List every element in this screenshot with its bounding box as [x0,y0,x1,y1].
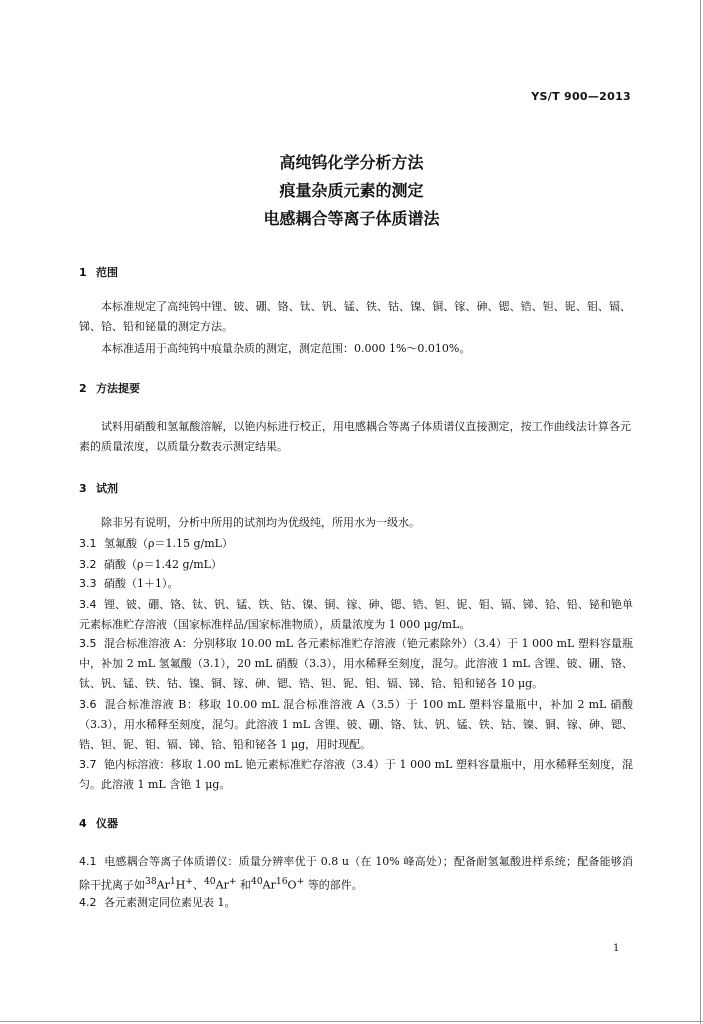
section-4-number: 4 [79,817,87,830]
formula-text: Ar [156,878,170,892]
superscript: 40 [203,876,216,887]
section-2-number: 2 [79,382,87,395]
formula-text: H [175,878,186,892]
clause-text: 硝酸（1＋1）。 [104,577,179,590]
section-3-heading [79,480,118,496]
superscript: 16 [275,876,288,887]
title-line-3: 电感耦合等离子体质谱法 [263,209,440,228]
clause-3-4 [79,595,633,635]
superscript: 40 [251,876,263,887]
clause-number: 4.2 [79,896,97,909]
section-1-number: 1 [79,266,87,279]
clause-number: 3.6 [79,698,97,711]
title-line-2: 痕量杂质元素的测定 [279,181,424,200]
clause-4-1 [79,852,633,896]
section-4-title: 仪器 [96,817,118,830]
section-1-title: 范围 [96,266,118,279]
section-4-heading [79,815,118,831]
superscript: 38 [145,876,157,887]
section-1-paragraph-2: 本标准适用于高纯钨中痕量杂质的测定，测定范围：0.000 1%～0.010%。 [101,342,471,355]
clause-number: 3.7 [79,758,97,771]
section-2-heading [79,380,140,396]
section-1-heading [79,264,118,280]
clause-number: 3.5 [79,637,97,650]
formula-text: Ar [262,878,276,892]
section-3-intro: 除非另有说明，分析中所用的试剂均为优级纯，所用水为一级水。 [101,516,420,529]
superscript: + [228,876,237,887]
standard-code: YS/T 900—2013 [531,90,631,103]
page-number: 1 [613,943,620,954]
section-2-paragraph-1: 试料用硝酸和氢氟酸溶解，以铯内标进行校正，用电感耦合等离子体质谱仪直接测定，按工作曲线法计算各元素的质量浓度，以质量分数表示测定结果。 [79,420,631,453]
formula-text: Ar [215,878,229,892]
clause-text: 铯内标溶液：移取 1.00 mL 铯元素标准贮存溶液（3.4）于 1 000 mL 塑料容量瓶中，用水稀释至刻度，混匀。此溶液 1 mL 含铯 1 μg。 [79,758,633,791]
clause-4-2 [79,893,633,913]
formula-text: 和 [236,878,252,892]
clause-3-3 [79,574,633,594]
page-edge-bottom [0,1021,703,1022]
formula-text: 、 [192,878,204,892]
section-3-number: 3 [79,482,87,495]
clause-3-2 [79,555,633,575]
superscript: 1 [169,876,176,887]
clause-number: 3.4 [79,598,97,611]
clause-number: 3.1 [79,537,97,550]
clause-3-6 [79,695,633,755]
section-3-title: 试剂 [96,482,118,495]
clause-3-7 [79,755,633,795]
formula-text: 等的部件。 [304,878,363,892]
clause-text: 电感耦合等离子体质谱仪：质量分辨率优于 0.8 u（在 10% 峰高处）；配备耐氢氟酸进样系统；配备能够消除干扰离子如 [79,855,633,892]
clause-text: 锂、铍、硼、铬、钛、钒、锰、铁、钴、镍、铜、镓、砷、锶、锆、钽、铌、钼、镉、锑、铪、铅、铋和铯单元素标准贮存溶液（国家标准样品/国家标准物质），质量浓度为 1 000 μg/mL。 [79,598,633,631]
superscript: + [296,876,305,887]
section-2-title: 方法提要 [96,382,140,395]
clause-text: 各元素测定同位素见表 1。 [104,896,236,909]
clause-3-5 [79,634,633,694]
formula-text: O [287,878,297,892]
title-line-1: 高纯钨化学分析方法 [279,153,424,172]
clause-number: 3.3 [79,577,97,590]
clause-number: 3.2 [79,558,97,571]
section-1-paragraph-1: 本标准规定了高纯钨中锂、铍、硼、铬、钛、钒、锰、铁、钴、镍、铜、镓、砷、锶、锆、钽、铌、钼、镉、锑、铪、铅和铋量的测定方法。 [79,300,631,333]
clause-number: 4.1 [79,855,97,868]
clause-text: 混合标准溶液 A：分别移取 10.00 mL 各元素标准贮存溶液（铯元素除外）（3.4）于 1 000 mL 塑料容量瓶中，补加 2 mL 氢氟酸（3.1），20 mL 硝酸（3.3），用水稀释至刻度，混匀。此溶液 1 mL 含锂、铍、硼、铬、钛、钒、锰、铁、钴、镍、铜、镓、砷、锶、锆、钽、铌、钼、镉、锑、铪、铅和铋各 10 μg。 [79,637,633,690]
clause-3-1 [79,534,633,554]
clause-text: 混合标准溶液 B：移取 10.00 mL 混合标准溶液 A（3.5）于 100 mL 塑料容量瓶中，补加 2 mL 硝酸（3.3），用水稀释至刻度，混匀。此溶液 1 mL 含锂、铍、硼、铬、钛、钒、锰、铁、钴、镍、铜、镓、砷、锶、锆、钽、铌、钼、镉、锑、铪、铅和铋各 1 μg，用时现配。 [79,698,633,751]
superscript: + [185,876,193,887]
clause-text: 氢氟酸（ρ＝1.15 g/mL） [104,537,233,550]
clause-text: 硝酸（ρ＝1.42 g/mL） [104,558,222,571]
